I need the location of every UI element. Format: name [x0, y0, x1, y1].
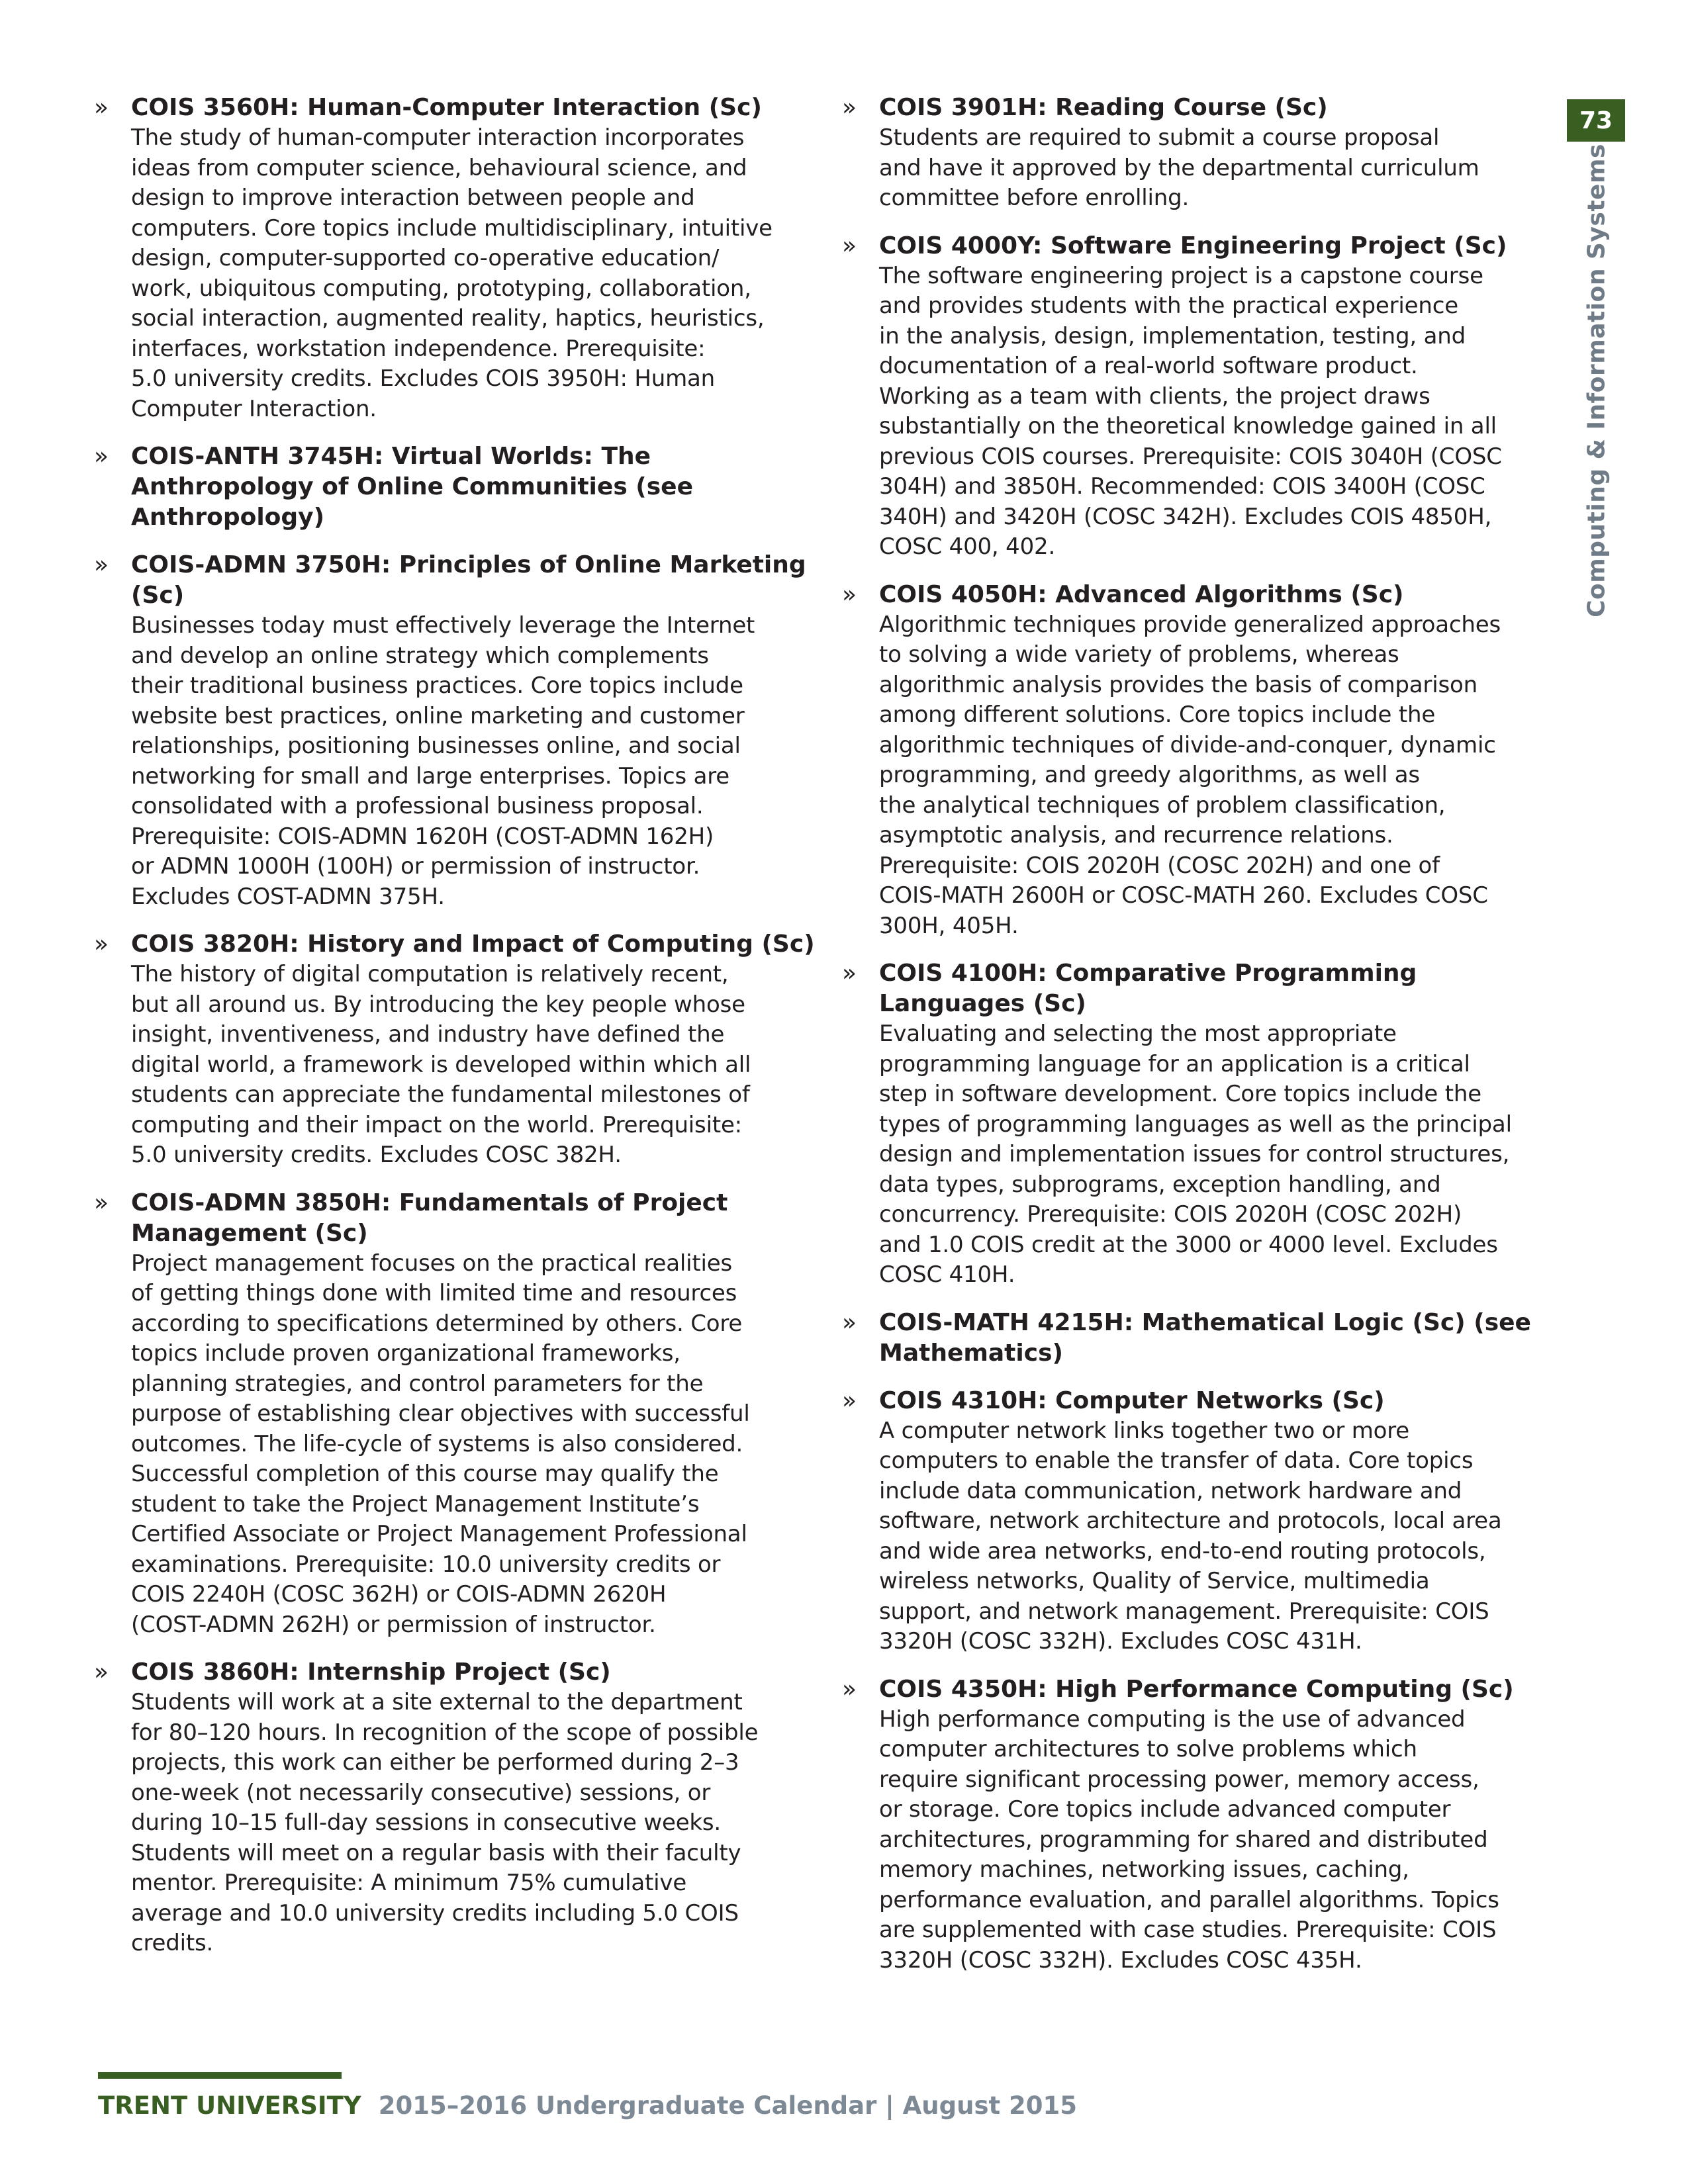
description-line: Algorithmic techniques provide generalized approaches [879, 611, 1501, 638]
description-line: 5.0 university credits. Excludes COSC 382H. [131, 1142, 622, 1168]
description-line: substantially on the theoretical knowledge gained in all [879, 413, 1497, 439]
description-line: or storage. Core topics include advanced computer [879, 1796, 1451, 1823]
description-line: projects, this work can either be performed during 2–3 [131, 1749, 739, 1776]
description-line: step in software development. Core topics include the [879, 1081, 1481, 1107]
description-line: planning strategies, and control parameters for the [131, 1370, 704, 1397]
course-description [879, 1705, 1564, 1976]
description-line: software, network architecture and protocols, local area [879, 1508, 1502, 1534]
course-description [131, 1688, 822, 1959]
description-line: include data communication, network hardware and [879, 1477, 1462, 1504]
bullet-icon: » [94, 94, 109, 121]
description-line: documentation of a real-world software product. [879, 353, 1418, 379]
bullet-icon: » [842, 1387, 857, 1414]
description-line: The study of human-computer interaction incorporates [131, 124, 745, 151]
description-line: examinations. Prerequisite: 10.0 university credits or [131, 1551, 721, 1578]
description-line: computers to enable the transfer of data. Core topics [879, 1447, 1474, 1474]
description-line: The software engineering project is a capstone course [879, 262, 1483, 289]
course-title: COIS 3560H: Human-Computer Interaction (Sc) [131, 94, 762, 121]
description-line: algorithmic analysis provides the basis of comparison [879, 671, 1477, 698]
description-line: of getting things done with limited time and resources [131, 1280, 737, 1306]
description-line: outcomes. The life-cycle of systems is also considered. [131, 1430, 743, 1457]
description-line: Prerequisite: COIS 2020H (COSC 202H) and one of [879, 852, 1440, 879]
description-line: design to improve interaction between people and [131, 185, 695, 211]
bullet-icon: » [94, 1189, 109, 1216]
course-description [879, 1019, 1564, 1291]
description-line: 300H, 405H. [879, 912, 1019, 939]
description-line: topics include proven organizational frameworks, [131, 1340, 680, 1367]
description-line: COSC 400, 402. [879, 533, 1056, 560]
description-line: during 10–15 full-day sessions in consecutive weeks. [131, 1809, 722, 1836]
description-line: for 80–120 hours. In recognition of the scope of possible [131, 1719, 759, 1746]
footer [98, 2091, 1077, 2120]
course-title: COIS 4100H: Comparative Programming Languages (Sc) [879, 960, 1417, 1017]
course-entry [842, 1386, 1564, 1657]
description-line: website best practices, online marketing and customer [131, 702, 745, 729]
course-entry [94, 1188, 822, 1641]
course-entry [842, 958, 1564, 1291]
description-line: algorithmic techniques of divide-and-conquer, dynamic [879, 731, 1496, 758]
footer-university: TRENT UNIVERSITY [98, 2091, 361, 2120]
description-line: interfaces, workstation independence. Prerequisite: [131, 335, 706, 362]
left-column [94, 93, 822, 1976]
description-line: previous COIS courses. Prerequisite: COIS 3040H (COSC [879, 443, 1502, 470]
description-line: COSC 410H. [879, 1261, 1015, 1288]
description-line: credits. [131, 1930, 214, 1956]
bullet-icon: » [842, 1675, 857, 1703]
description-line: and develop an online strategy which complements [131, 642, 709, 669]
description-line: social interaction, augmented reality, haptics, heuristics, [131, 305, 765, 332]
course-entry [94, 929, 822, 1171]
description-line: ideas from computer science, behavioural science, and [131, 154, 747, 181]
description-line: and 1.0 COIS credit at the 3000 or 4000 level. Excludes [879, 1231, 1498, 1258]
course-description [131, 1249, 822, 1641]
course-title: COIS 3901H: Reading Course (Sc) [879, 94, 1328, 121]
description-line: Students will meet on a regular basis with their faculty [131, 1839, 741, 1866]
course-description [879, 610, 1564, 942]
description-line: insight, inventiveness, and industry have defined the [131, 1021, 725, 1048]
description-line: support, and network management. Prerequisite: COIS [879, 1598, 1489, 1625]
description-line: asymptotic analysis, and recurrence relations. [879, 822, 1393, 848]
footer-rule [98, 2072, 342, 2079]
description-line: data types, subprograms, exception handling, and [879, 1171, 1441, 1198]
description-line: committee before enrolling. [879, 185, 1190, 211]
description-line: (COST-ADMN 262H) or permission of instructor. [131, 1611, 656, 1638]
description-line: COIS 2240H (COSC 362H) or COIS-ADMN 2620H [131, 1581, 667, 1608]
course-title: COIS 4050H: Advanced Algorithms (Sc) [879, 580, 1404, 608]
course-title: COIS 4350H: High Performance Computing (Sc) [879, 1675, 1514, 1703]
description-line: average and 10.0 university credits including 5.0 COIS [131, 1899, 739, 1927]
course-description [131, 611, 822, 912]
description-line: and wide area networks, end-to-end routing protocols, [879, 1537, 1486, 1565]
course-description [131, 960, 822, 1171]
description-line: architectures, programming for shared and distributed [879, 1826, 1488, 1853]
description-line: wireless networks, Quality of Service, multimedia [879, 1568, 1430, 1594]
description-line: or ADMN 1000H (100H) or permission of instructor. [131, 853, 700, 880]
course-title: COIS-ANTH 3745H: Virtual Worlds: The Anthropology of Online Communities (see Anthropology) [131, 443, 693, 531]
bullet-icon: » [842, 94, 857, 121]
description-line: programming language for an application is a critical [879, 1050, 1470, 1077]
description-line: Excludes COST-ADMN 375H. [131, 883, 445, 910]
description-line: work, ubiquitous computing, prototyping, collaboration, [131, 275, 751, 302]
description-line: their traditional business practices. Core topics include [131, 672, 743, 699]
description-line: according to specifications determined by others. Core [131, 1310, 743, 1337]
description-line: but all around us. By introducing the key people whose [131, 991, 745, 1018]
bullet-icon: » [94, 931, 109, 958]
description-line: purpose of establishing clear objectives with successful [131, 1400, 750, 1427]
right-column [842, 93, 1564, 1993]
course-title: COIS 3820H: History and Impact of Computing (Sc) [131, 931, 815, 958]
course-description [131, 123, 822, 424]
course-title: COIS 4000Y: Software Engineering Project (Sc) [879, 232, 1507, 259]
bullet-icon: » [842, 960, 857, 987]
description-line: Working as a team with clients, the project draws [879, 383, 1430, 410]
page-number-badge: 73 [1567, 99, 1625, 142]
description-line: require significant processing power, memory access, [879, 1766, 1479, 1793]
description-line: Businesses today must effectively leverage the Internet [131, 612, 755, 639]
course-entry [94, 441, 822, 533]
description-line: types of programming languages as well as the principal [879, 1111, 1512, 1138]
course-entry [842, 1308, 1564, 1369]
bullet-icon: » [842, 580, 857, 608]
description-line: computing and their impact on the world. Prerequisite: [131, 1111, 742, 1138]
description-line: 5.0 university credits. Excludes COIS 3950H: Human [131, 365, 716, 392]
description-line: 3320H (COSC 332H). Excludes COSC 431H. [879, 1628, 1362, 1655]
bullet-icon: » [94, 1659, 109, 1686]
description-line: COIS-MATH 2600H or COSC-MATH 260. Excludes COSC [879, 882, 1488, 909]
course-title: COIS-MATH 4215H: Mathematical Logic (Sc) (see Mathematics) [879, 1308, 1531, 1367]
description-line: one-week (not necessarily consecutive) sessions, or [131, 1779, 711, 1806]
course-description [879, 261, 1564, 563]
course-title: COIS 4310H: Computer Networks (Sc) [879, 1387, 1385, 1414]
description-line: The history of digital computation is relatively recent, [131, 961, 729, 987]
description-line: Students are required to submit a course proposal [879, 124, 1440, 151]
description-line: among different solutions. Core topics include the [879, 702, 1436, 728]
bullet-icon: » [842, 1308, 857, 1336]
description-line: design and implementation issues for control structures, [879, 1141, 1510, 1167]
description-line: relationships, positioning businesses online, and social [131, 733, 741, 759]
description-line: memory machines, networking issues, caching, [879, 1856, 1409, 1883]
course-entry [94, 550, 822, 912]
description-line: High performance computing is the use of advanced [879, 1706, 1466, 1733]
course-entry [842, 93, 1564, 214]
description-line: the analytical techniques of problem classification, [879, 792, 1446, 819]
description-line: 3320H (COSC 332H). Excludes COSC 435H. [879, 1946, 1362, 1974]
description-line: concurrency. Prerequisite: COIS 2020H (COSC 202H) [879, 1201, 1462, 1228]
course-description [879, 1416, 1564, 1657]
description-line: design, computer-supported co-operative education/ [131, 245, 720, 271]
course-entry [94, 1657, 822, 1959]
description-line: computer architectures to solve problems which [879, 1736, 1417, 1762]
bullet-icon: » [842, 232, 857, 259]
bullet-icon: » [94, 443, 109, 470]
description-line: Evaluating and selecting the most appropriate [879, 1021, 1397, 1047]
description-line: and have it approved by the departmental curriculum [879, 154, 1479, 181]
course-title: COIS-ADMN 3750H: Principles of Online Marketing (Sc) [131, 551, 806, 609]
description-line: 340H) and 3420H (COSC 342H). Excludes COIS 4850H, [879, 503, 1492, 530]
description-line: digital world, a framework is developed within which all [131, 1051, 751, 1078]
description-line: to solving a wide variety of problems, whereas [879, 641, 1399, 668]
course-entry [842, 580, 1564, 942]
description-line: computers. Core topics include multidisciplinary, intuitive [131, 214, 773, 242]
description-line: and provides students with the practical experience [879, 293, 1458, 319]
description-line: consolidated with a professional business proposal. [131, 793, 704, 819]
description-line: programming, and greedy algorithms, as well as [879, 762, 1420, 788]
description-line: Successful completion of this course may qualify the [131, 1461, 719, 1487]
course-description [879, 123, 1564, 214]
description-line: networking for small and large enterprises. Topics are [131, 762, 730, 790]
footer-calendar: 2015–2016 Undergraduate Calendar | August 2015 [378, 2091, 1078, 2120]
description-line: performance evaluation, and parallel algorithms. Topics [879, 1886, 1499, 1913]
description-line: Project management focuses on the practical realities [131, 1250, 732, 1277]
description-line: are supplemented with case studies. Prerequisite: COIS [879, 1917, 1497, 1943]
section-side-title: Computing & Information Systems [1583, 144, 1611, 617]
description-line: students can appreciate the fundamental milestones of [131, 1081, 750, 1108]
course-entry [842, 231, 1564, 563]
description-line: Certified Associate or Project Management Professional [131, 1521, 747, 1547]
description-line: Computer Interaction. [131, 395, 377, 422]
description-line: student to take the Project Management Institute’s [131, 1490, 700, 1518]
course-entry [94, 93, 822, 424]
bullet-icon: » [94, 551, 109, 578]
description-line: in the analysis, design, implementation, testing, and [879, 322, 1466, 349]
description-line: A computer network links together two or more [879, 1417, 1410, 1444]
description-line: Students will work at a site external to the department [131, 1689, 743, 1715]
description-line: mentor. Prerequisite: A minimum 75% cumulative [131, 1870, 687, 1896]
description-line: Prerequisite: COIS-ADMN 1620H (COST-ADMN 162H) [131, 823, 714, 850]
course-title: COIS 3860H: Internship Project (Sc) [131, 1659, 611, 1686]
course-title: COIS-ADMN 3850H: Fundamentals of Project Management (Sc) [131, 1189, 728, 1247]
description-line: 304H) and 3850H. Recommended: COIS 3400H (COSC [879, 473, 1485, 500]
course-entry [842, 1674, 1564, 1976]
